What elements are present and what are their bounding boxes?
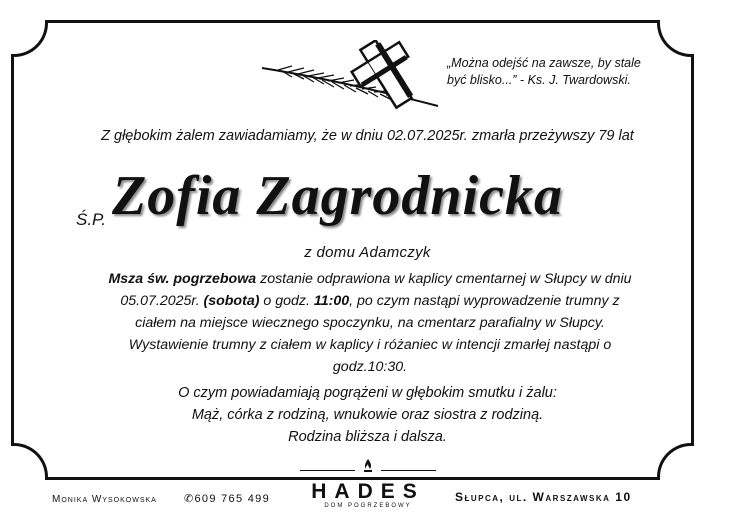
funeral-date: 05.07.2025r.: [120, 293, 204, 309]
frame-corner: [657, 443, 694, 480]
funeral-details: [60, 268, 680, 378]
details-text: ciałem na miejsce wiecznego spoczynku, na cmentarz parafialny w Słupcy.: [135, 315, 605, 331]
cross-icon: [258, 40, 443, 112]
mourners-family: Mąż, córka z rodziną, wnukowie oraz siostra z rodziną.: [191, 407, 544, 423]
hades-logo: [300, 458, 436, 513]
frame-corner: [11, 20, 48, 57]
address: Słupca, ul. Warszawska 10: [455, 490, 632, 504]
logo-subtitle: DOM POGRZEBOWY: [324, 503, 412, 509]
time-prefix: o godz.: [259, 293, 314, 309]
maiden-name: z domu Adamczyk: [304, 244, 431, 261]
flame-icon: [362, 458, 374, 477]
details-text: Wystawienie trumny z ciałem w kaplicy i różaniec w intencji zmarłej nastąpi o: [128, 337, 612, 353]
funeral-day: (sobota): [203, 293, 260, 309]
details-text: godz.10:30.: [332, 359, 408, 375]
quote-line: „Można odejść na zawsze, by stale: [447, 56, 641, 70]
logo-line: [300, 470, 355, 471]
details-text: , po czym nastąpi wyprowadzenie trumny z: [349, 293, 620, 309]
contact-phone: ✆609 765 499: [184, 493, 270, 505]
contact-name: Monika Wysokowska: [52, 494, 157, 505]
mass-label: Msza św. pogrzebowa: [108, 271, 257, 287]
frame-corner: [11, 443, 48, 480]
logo-line: [381, 470, 436, 471]
logo-name: HADES: [311, 480, 425, 503]
deceased-name: Zofia Zagrodnicka: [112, 165, 563, 227]
frame-corner: [657, 20, 694, 57]
funeral-time: 11:00: [313, 293, 350, 309]
prefix: Ś.P.: [76, 210, 106, 229]
mass-text: zostanie odprawiona w kaplicy cmentarnej w Słupcy w dniu: [256, 271, 632, 287]
palm-branch-icon: [262, 66, 438, 106]
mourners-relatives: Rodzina bliższa i dalsza.: [288, 429, 447, 445]
mourners: [0, 382, 735, 448]
mourners-intro: O czym powiadamiają pogrążeni w głębokim smutku i żalu:: [178, 385, 557, 401]
death-announcement: Z głębokim żalem zawiadamiamy, że w dniu 02.07.2025r. zmarła przeżywszy 79 lat: [101, 128, 634, 144]
quote: [447, 55, 677, 89]
quote-line: być blisko...” - Ks. J. Twardowski.: [447, 73, 631, 87]
